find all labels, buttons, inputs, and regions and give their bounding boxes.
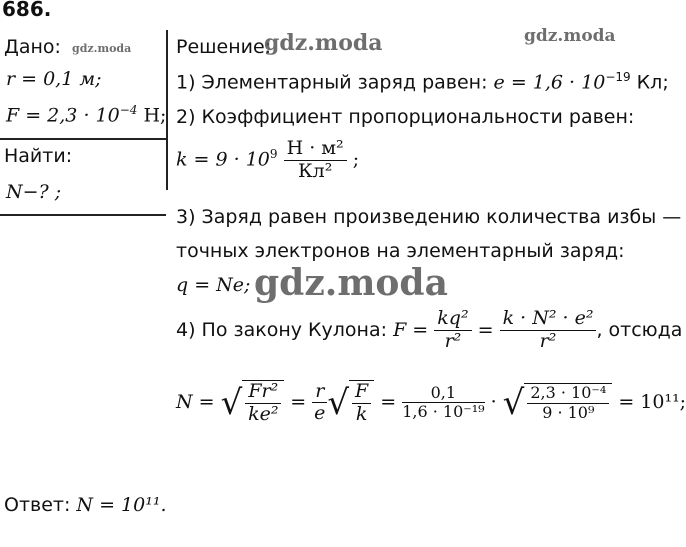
- formula-N: N = √ $\frac{\text{Fr²}}{\text{ke²}}$ = $\frac{r}{e}$ √ $\frac{F}{k}$ = $\frac{0,1}{\text{1,6 · 10⁻¹⁹}}$ · √ $\frac{\text{2,3 · 10⁻⁴}}{\text{9 · 10⁹}}$ = 10¹¹;: [176, 379, 686, 425]
- given-r: r = 0,1 м;: [6, 68, 102, 90]
- solution-line-1: 1) Элементарный заряд равен: $e = 1,6 \cdot 10^{-19}$ Кл;: [176, 70, 669, 94]
- given-divider: [0, 138, 166, 140]
- find-value: N−? ;: [6, 181, 62, 203]
- watermark-solution: gdz.moda: [264, 30, 383, 56]
- solution-title: Решение:: [176, 36, 272, 58]
- find-divider: [0, 214, 166, 216]
- formula-k: $k = 9 \cdot 10^9$ $\frac{\text{Н · м²}}{\text{Кл²}}$ ;: [176, 137, 360, 182]
- solution-line-2: 2) Коэффициент пропорциональности равен:: [176, 106, 635, 128]
- problem-number: 686.: [2, 0, 52, 21]
- solution-line-3a: 3) Заряд равен произведению количества избы —: [176, 206, 682, 228]
- watermark-right: gdz.moda: [524, 26, 616, 46]
- solution-line-4: 4) По закону Кулона: F = $\frac{\text{kq²}}{\text{r²}}$ = $\frac{\text{k · N² · e²}}{\text{r²}}$ , отсюда: [176, 307, 683, 352]
- given-F: $F = 2,3 \cdot 10^{-4}$ Н;: [6, 103, 167, 127]
- watermark-small: gdz.moda: [72, 42, 132, 55]
- solution-line-3b: точных электронов на элементарный заряд:: [176, 240, 625, 262]
- answer: Ответ: N = 10¹¹.: [4, 494, 167, 516]
- formula-q: q = Ne;: [176, 274, 251, 296]
- given-title: Дано:: [4, 36, 61, 58]
- watermark-big: gdz.moda: [254, 262, 448, 304]
- given-separator: [166, 30, 168, 190]
- find-title: Найти:: [4, 145, 73, 167]
